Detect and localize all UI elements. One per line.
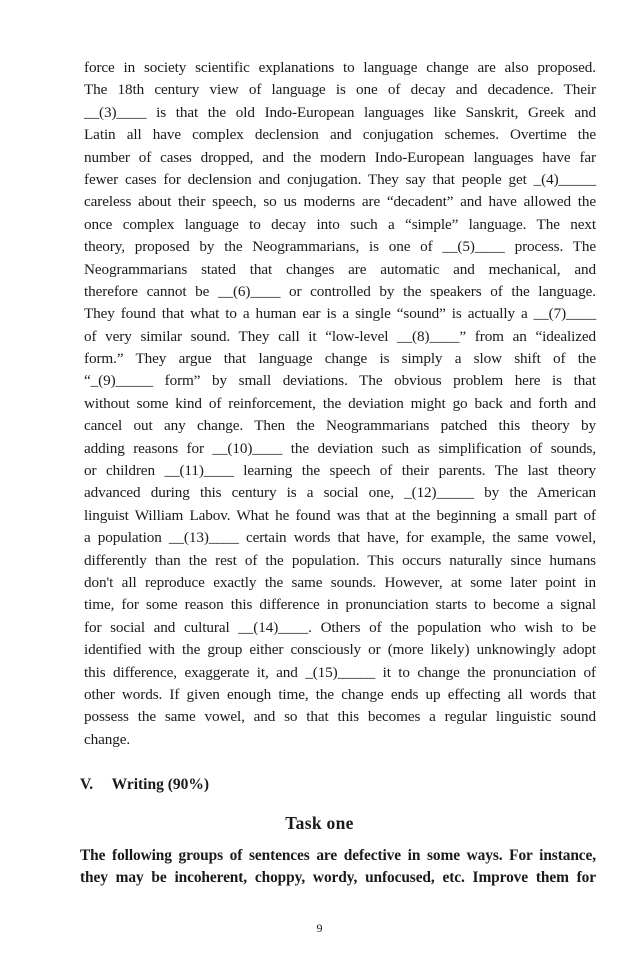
passage-line: advanced during this century is a social one, _(12)_____ by the American: [84, 484, 596, 502]
passage-line: possess the same vowel, and so that this becomes a regular linguistic sound: [84, 708, 596, 726]
instruction-line: The following groups of sentences are defective in some ways. For instance,: [80, 847, 596, 864]
passage-line: differently than the rest of the population. This occurs naturally since humans: [84, 551, 596, 569]
passage-line: number of cases dropped, and the modern Indo-European languages have far: [84, 148, 596, 166]
passage-line: once complex language to decay into such a “simple” language. The next: [84, 215, 596, 233]
passage-line: or children __(11)____ learning the speech of their parents. The last theory: [84, 462, 596, 480]
passage-line: fewer cases for declension and conjugation. They say that people get _(4)_____: [84, 170, 596, 188]
passage-line: __(3)____ is that the old Indo-European languages like Sanskrit, Greek and: [84, 103, 596, 121]
passage-line: of very similar sound. They call it “low-level __(8)____” from an “idealized: [84, 327, 596, 345]
passage-line: theory, proposed by the Neogrammarians, is one of __(5)____ process. The: [84, 238, 596, 256]
passage-line: linguist William Labov. What he found was that at the beginning a small part of: [84, 506, 596, 524]
passage-line: without some kind of reinforcement, the deviation might go back and forth and: [84, 394, 596, 412]
passage-line: Latin all have complex declension and conjugation schemes. Overtime the: [84, 126, 596, 144]
passage-line: identified with the group either consciously or (more likely) unknowingly adopt: [84, 641, 596, 659]
passage-line: form.” They argue that language change is simply a slow shift of the: [84, 350, 596, 368]
passage-line: this difference, exaggerate it, and _(15)_____ it to change the pronunciation of: [84, 663, 596, 681]
passage-line: Neogrammarians stated that changes are automatic and mechanical, and: [84, 260, 596, 278]
section-title: Writing (90%): [111, 776, 210, 793]
passage-line: therefore cannot be __(6)____ or controlled by the speakers of the language.: [84, 282, 596, 300]
passage-line: force in society scientific explanations to language change are also proposed.: [84, 59, 596, 76]
passage-line: careless about their speech, so us moderns are “decadent” and have allowed the: [84, 193, 596, 211]
task-title: Task one: [285, 813, 354, 833]
passage-line: a population __(13)____ certain words that have, for example, the same vowel,: [84, 529, 596, 547]
passage-line: change.: [84, 730, 131, 748]
instruction-line: they may be incoherent, choppy, wordy, unfocused, etc. Improve them for: [80, 869, 596, 887]
passage-line: for social and cultural __(14)____. Others of the population who wish to be: [84, 618, 596, 636]
passage-line: They found that what to a human ear is a single “sound” is actually a __(7)____: [84, 305, 596, 323]
section-heading: [80, 776, 209, 794]
passage-line: cancel out any change. Then the Neogrammarians patched this theory by: [84, 417, 596, 435]
section-number: V.: [80, 776, 94, 793]
page-number: 9: [316, 921, 323, 935]
passage-line: The 18th century view of language is one of decay and decadence. Their: [84, 81, 596, 99]
passage-line: time, for some reason this difference in pronunciation starts to become a signal: [84, 596, 596, 614]
passage-line: adding reasons for __(10)____ the deviation such as simplification of sounds,: [84, 439, 596, 457]
passage-line: “_(9)_____ form” by small deviations. The obvious problem here is that: [84, 372, 596, 390]
passage-paragraph: [84, 57, 596, 751]
passage-line: don't all reproduce exactly the same sounds. However, at some later point in: [84, 573, 596, 591]
task-instructions: [80, 845, 596, 890]
passage-line: other words. If given enough time, the change ends up effecting all words that: [84, 685, 596, 703]
